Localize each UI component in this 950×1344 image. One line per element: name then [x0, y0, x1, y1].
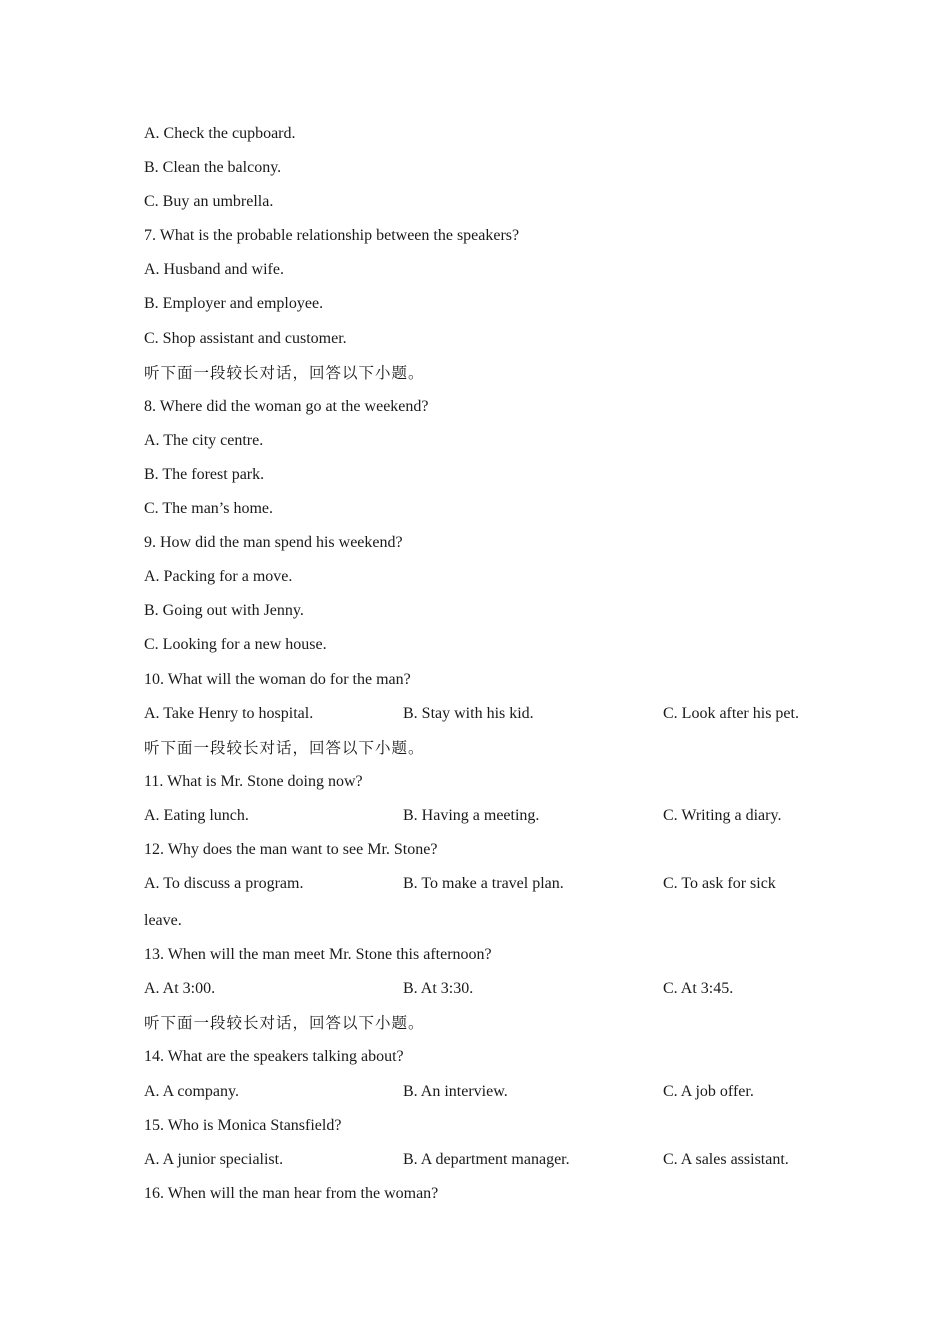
q8-option-b: B. The forest park.: [144, 465, 265, 483]
q7-option-c: C. Shop assistant and customer.: [144, 329, 347, 347]
q10-option-a: A. Take Henry to hospital.: [144, 704, 314, 722]
q13-option-c: C. At 3:45.: [663, 980, 734, 998]
q6-option-b: B. Clean the balcony.: [144, 159, 282, 177]
question-8: 8. Where did the woman go at the weekend?: [144, 397, 429, 415]
question-15: 15. Who is Monica Stansfield?: [144, 1116, 342, 1134]
q7-option-b: B. Employer and employee.: [144, 295, 324, 313]
question-16: 16. When will the man hear from the woman?: [144, 1184, 439, 1202]
q14-option-c: C. A job offer.: [663, 1082, 754, 1100]
question-9: 9. How did the man spend his weekend?: [144, 534, 403, 552]
q10-option-c: C. Look after his pet.: [663, 704, 799, 722]
q6-option-c: C. Buy an umbrella.: [144, 193, 274, 211]
q15-option-b: B. A department manager.: [403, 1150, 570, 1168]
q12-option-b: B. To make a travel plan.: [403, 875, 564, 893]
section-instruction: 听下面一段较长对话，回答以下小题。: [144, 1014, 425, 1033]
q14-options: [144, 1082, 844, 1102]
q12-option-c-wrap: leave.: [144, 912, 182, 930]
q15-options: [144, 1150, 844, 1170]
q7-option-a: A. Husband and wife.: [144, 261, 284, 279]
question-7: 7. What is the probable relationship between the speakers?: [144, 227, 520, 245]
question-12: 12. Why does the man want to see Mr. Stone?: [144, 840, 438, 858]
question-11: 11. What is Mr. Stone doing now?: [144, 772, 363, 790]
q11-options: [144, 806, 844, 826]
q8-option-a: A. The city centre.: [144, 431, 264, 449]
q11-option-a: A. Eating lunch.: [144, 806, 249, 824]
question-10: 10. What will the woman do for the man?: [144, 670, 411, 688]
q9-option-c: C. Looking for a new house.: [144, 636, 327, 654]
q9-option-b: B. Going out with Jenny.: [144, 602, 304, 620]
q6-option-a: A. Check the cupboard.: [144, 125, 296, 142]
q15-option-c: C. A sales assistant.: [663, 1150, 789, 1168]
q15-option-a: A. A junior specialist.: [144, 1150, 284, 1168]
exam-page: [144, 124, 844, 1218]
q13-option-b: B. At 3:30.: [403, 980, 474, 998]
section-instruction: 听下面一段较长对话，回答以下小题。: [144, 363, 425, 382]
q11-option-c: C. Writing a diary.: [663, 806, 782, 824]
q10-option-b: B. Stay with his kid.: [403, 704, 534, 722]
q13-options: [144, 979, 844, 999]
section-instruction: 听下面一段较长对话，回答以下小题。: [144, 738, 425, 757]
q14-option-a: A. A company.: [144, 1082, 239, 1100]
q14-option-b: B. An interview.: [403, 1082, 508, 1100]
question-13: 13. When will the man meet Mr. Stone this afternoon?: [144, 946, 492, 964]
q12-option-c: C. To ask for sick: [663, 875, 776, 893]
q12-option-a: A. To discuss a program.: [144, 875, 304, 893]
q9-option-a: A. Packing for a move.: [144, 568, 293, 586]
question-14: 14. What are the speakers talking about?: [144, 1048, 404, 1066]
q13-option-a: A. At 3:00.: [144, 980, 216, 998]
q11-option-b: B. Having a meeting.: [403, 806, 540, 824]
q10-options: [144, 704, 844, 724]
q8-option-c: C. The man’s home.: [144, 500, 274, 518]
q12-options: [144, 874, 844, 894]
